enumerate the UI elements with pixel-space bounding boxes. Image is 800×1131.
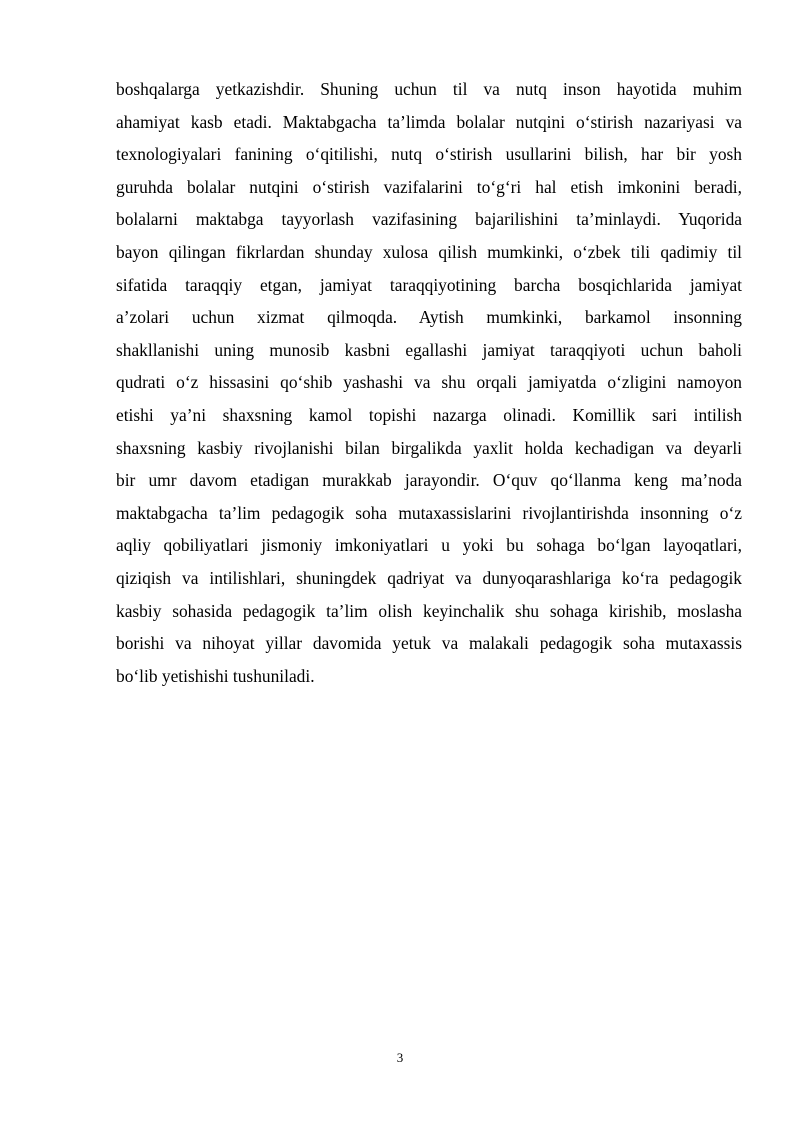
text-line: shaxsning kasbiy rivojlanishi bilan birgalikda yaxlit holda kechadigan va deyarli: [116, 437, 742, 458]
text-line: boshqalarga yetkazishdir. Shuning uchun til va nutq inson hayotida muhim: [116, 79, 742, 99]
text-line: kasbiy sohasida pedagogik ta’lim olish keyinchalik shu sohaga kirishib, moslasha: [116, 600, 742, 621]
page-number: 3: [396, 1050, 404, 1065]
text-line: qiziqish va intilishlari, shuningdek qadriyat va dunyoqarashlariga ko‘ra pedagogik: [116, 567, 742, 588]
text-line: bolalarni maktabga tayyorlash vazifasining bajarilishini ta’minlaydi. Yuqorida: [116, 209, 742, 230]
text-line: shakllanishi uning munosib kasbni egallashi jamiyat taraqqiyoti uchun baholi: [116, 339, 742, 360]
text-line: guruhda bolalar nutqini o‘stirish vazifalarini to‘g‘ri hal etish imkonini beradi,: [116, 176, 742, 197]
text-line: borishi va nihoyat yillar davomida yetuk va malakali pedagogik soha mutaxassis: [116, 633, 742, 654]
text-line: sifatida taraqqiy etgan, jamiyat taraqqiyotining barcha bosqichlarida jamiyat: [116, 274, 742, 295]
text-line: aqliy qobiliyatlari jismoniy imkoniyatlari u yoki bu sohaga bo‘lgan layoqatlari,: [116, 535, 742, 556]
body-paragraph: [116, 73, 742, 692]
text-line: bir umr davom etadigan murakkab jarayondir. O‘quv qo‘llanma keng ma’noda: [116, 470, 742, 491]
text-line: qudrati o‘z hissasini qo‘shib yashashi va shu orqali jamiyatda o‘zligini namoyon: [116, 372, 742, 393]
text-line: maktabgacha ta’lim pedagogik soha mutaxassislarini rivojlantirishda insonning o‘z: [116, 502, 742, 523]
text-line: bayon qilingan fikrlardan shunday xulosa qilish mumkinki, o‘zbek tili qadimiy til: [116, 241, 742, 262]
text-line: ahamiyat kasb etadi. Maktabgacha ta’limda bolalar nutqini o‘stirish nazariyasi va: [116, 111, 742, 132]
text-line: etishi ya’ni shaxsning kamol topishi nazarga olinadi. Komillik sari intilish: [116, 404, 742, 425]
text-line: bo‘lib yetishishi tushuniladi.: [116, 665, 315, 686]
text-line: a’zolari uchun xizmat qilmoqda. Aytish mumkinki, barkamol insonning: [116, 307, 742, 328]
text-line: texnologiyalari fanining o‘qitilishi, nutq o‘stirish usullarini bilish, har bir yosh: [116, 144, 742, 165]
